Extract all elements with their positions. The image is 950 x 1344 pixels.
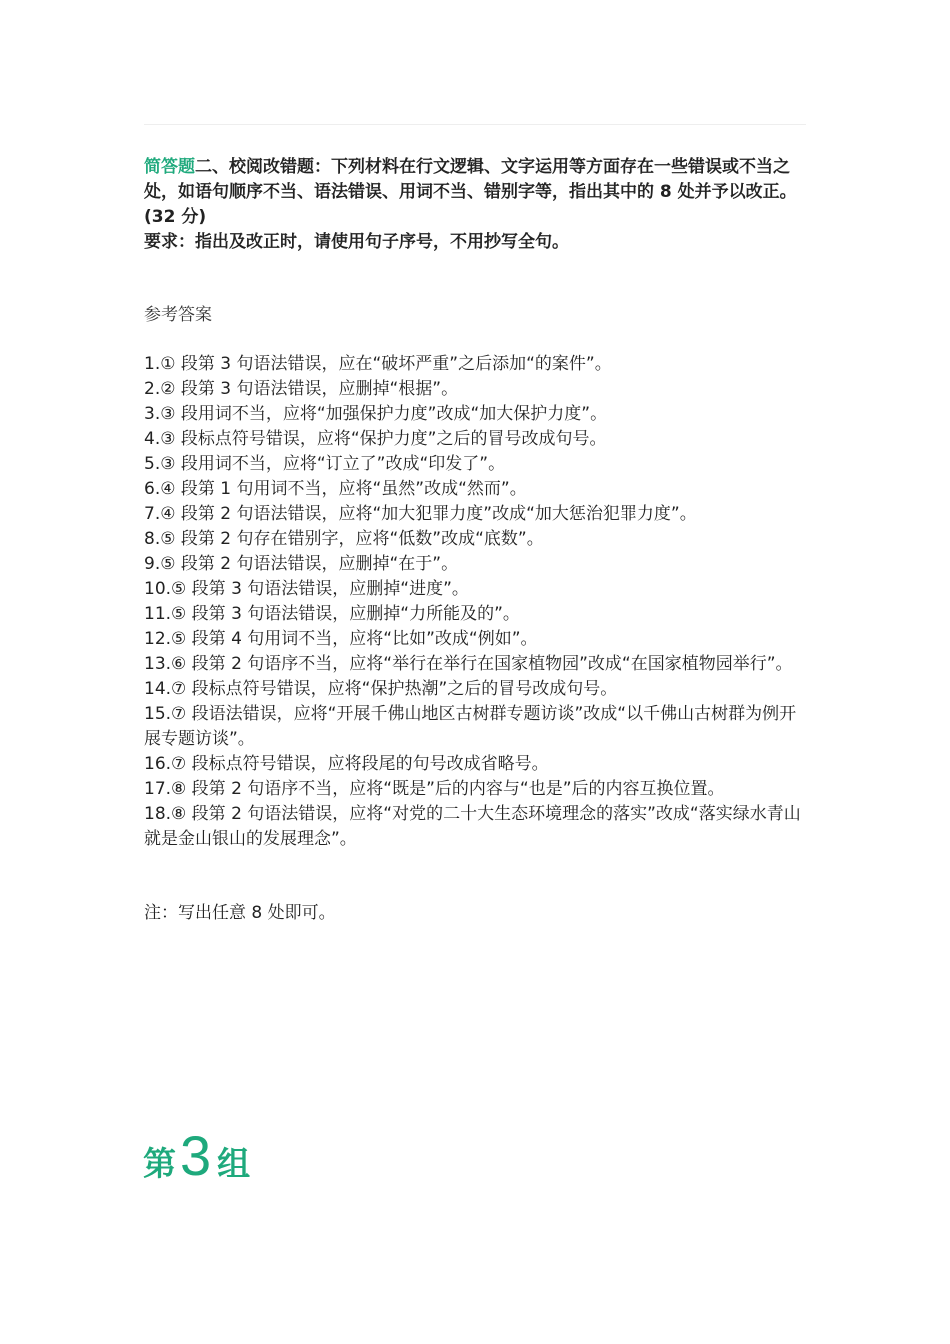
answer-label: 参考答案 bbox=[144, 305, 212, 325]
answer-item: 3.③ 段用词不当，应将“加强保护力度”改成“加大保护力度”。 bbox=[144, 404, 608, 424]
group-heading-prefix: 第 bbox=[143, 1144, 176, 1183]
group-heading-number: 3 bbox=[180, 1124, 212, 1187]
question-type-tag: 简答题 bbox=[144, 157, 195, 177]
answer-item: 6.④ 段第 1 句用词不当，应将“虽然”改成“然而”。 bbox=[144, 479, 527, 499]
answer-item: 5.③ 段用词不当，应将“订立了”改成“印发了”。 bbox=[144, 454, 506, 474]
answer-item: 15.⑦ 段语法错误，应将“开展千佛山地区古树群专题访谈”改成“以千佛山古树群为例开展专题访谈”。 bbox=[144, 704, 797, 749]
answer-item: 4.③ 段标点符号错误，应将“保护力度”之后的冒号改成句号。 bbox=[144, 429, 607, 449]
answer-item: 9.⑤ 段第 2 句语法错误，应删掉“在于”。 bbox=[144, 554, 459, 574]
answer-item: 17.⑧ 段第 2 句语序不当，应将“既是”后的内容与“也是”后的内容互换位置。 bbox=[144, 779, 725, 799]
answer-item: 14.⑦ 段标点符号错误，应将“保护热潮”之后的冒号改成句号。 bbox=[144, 679, 618, 699]
question-block bbox=[144, 155, 806, 255]
group-heading bbox=[143, 1124, 251, 1187]
answer-list bbox=[144, 352, 806, 852]
answer-item: 8.⑤ 段第 2 句存在错别字，应将“低数”改成“底数”。 bbox=[144, 529, 544, 549]
top-divider bbox=[144, 124, 806, 125]
answer-item: 10.⑤ 段第 3 句语法错误，应删掉“进度”。 bbox=[144, 579, 469, 599]
answer-item: 1.① 段第 3 句语法错误，应在“破坏严重”之后添加“的案件”。 bbox=[144, 354, 612, 374]
answer-item: 16.⑦ 段标点符号错误，应将段尾的句号改成省略号。 bbox=[144, 754, 549, 774]
answer-item: 7.④ 段第 2 句语法错误，应将“加大犯罪力度”改成“加大惩治犯罪力度”。 bbox=[144, 504, 697, 524]
question-text: 二、校阅改错题：下列材料在行文逻辑、文字运用等方面存在一些错误或不当之处，如语句顺序不当、语法错误、用词不当、错别字等，指出其中的 8 处并予以改正。(32 分) bbox=[144, 157, 797, 227]
answer-item: 12.⑤ 段第 4 句用词不当，应将“比如”改成“例如”。 bbox=[144, 629, 538, 649]
question-requirement: 要求：指出及改正时，请使用句子序号，不用抄写全句。 bbox=[144, 232, 569, 252]
answer-item: 18.⑧ 段第 2 句语法错误，应将“对党的二十大生态环境理念的落实”改成“落实绿水青山就是金山银山的发展理念”。 bbox=[144, 804, 801, 849]
answer-note: 注：写出任意 8 处即可。 bbox=[144, 903, 336, 923]
group-heading-suffix: 组 bbox=[217, 1144, 251, 1183]
answer-item: 13.⑥ 段第 2 句语序不当，应将“举行在举行在国家植物园”改成“在国家植物园举行”。 bbox=[144, 654, 793, 674]
answer-item: 11.⑤ 段第 3 句语法错误，应删掉“力所能及的”。 bbox=[144, 604, 520, 624]
answer-item: 2.② 段第 3 句语法错误，应删掉“根据”。 bbox=[144, 379, 459, 399]
